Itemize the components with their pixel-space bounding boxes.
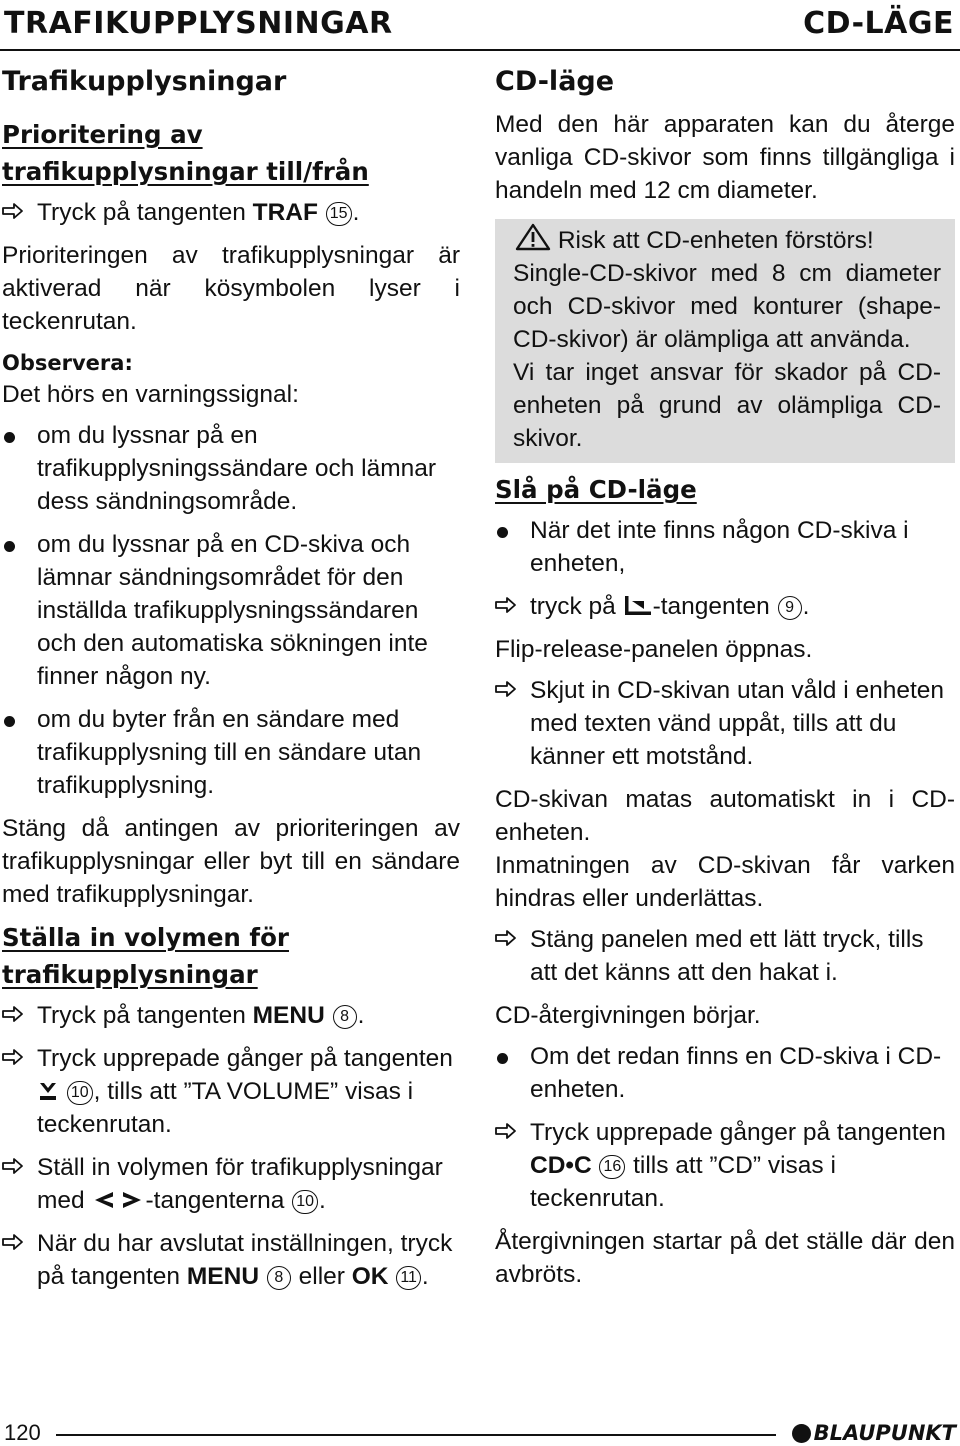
page-number: 120: [4, 1420, 41, 1445]
instruction-insert-cd: Skjut in CD-skivan utan våld i enheten med texten vänd uppåt, tills att du känner ett motstånd.: [495, 674, 955, 773]
key-number-badge: 10: [292, 1190, 318, 1214]
arrow-right-icon: [495, 680, 517, 698]
key-menu: MENU: [252, 1002, 325, 1029]
cd-feed-text: CD-skivan matas automatiskt in i CD-enheten.: [495, 786, 955, 846]
left-heading: Trafikupplysningar: [2, 66, 287, 97]
list-item: Om det redan finns en CD-skiva i CD-enheten.: [495, 1040, 955, 1106]
note-label: Observera:: [2, 351, 133, 375]
key-number-badge: 9: [778, 596, 802, 620]
bullet-icon: [4, 716, 15, 727]
key-traf: TRAF: [252, 199, 318, 226]
key-number-badge: 8: [267, 1266, 291, 1290]
key-number-badge: 10: [67, 1081, 93, 1105]
header-section-title: TRAFIKUPPLYSNINGAR: [4, 6, 393, 41]
key-number-badge: 11: [396, 1266, 421, 1290]
right-heading: CD-läge: [495, 66, 615, 97]
priority-close-paragraph: Stäng då antingen av prioriteringen av trafikupplysningar eller byt till en sändare med trafikupplysningar.: [2, 815, 460, 908]
instruction-open-key: tryck på -tangenten 9 .: [495, 590, 955, 623]
key-menu: MENU: [186, 1263, 260, 1290]
bullet-icon: [4, 541, 15, 552]
instruction-down-key: Tryck upprepade gånger på tangenten 10 , tills att ”TA VOLUME” visas i teckenrutan.: [2, 1042, 460, 1141]
panel-opens-text: Flip-release-panelen öppnas.: [495, 636, 813, 663]
instruction-finish: När du har avslutat inställningen, tryck på tangenten MENU 8 eller OK 11 .: [2, 1227, 460, 1293]
instruction-traf: Tryck på tangenten TRAF 15 .: [2, 196, 460, 229]
arrow-right-icon: [2, 1157, 24, 1175]
volume-section-title: Ställa in volymen för trafikupplysningar: [2, 923, 289, 989]
priority-paragraph: Prioriteringen av trafikupplysningar är aktiverad när kösymbolen lyser i teckenrutan.: [2, 242, 460, 335]
bullet-icon: [4, 432, 15, 443]
key-number-badge: 15: [326, 202, 352, 226]
resume-text: Återgivningen startar på det ställe där den avbröts.: [495, 1228, 955, 1288]
list-item: om du lyssnar på en trafikupplysningssändare och lämnar dess sändningsområde.: [2, 419, 460, 518]
bullet-icon: [497, 1053, 508, 1064]
warning-title: Risk att CD-enheten förstörs!: [557, 227, 874, 254]
list-item: När det inte finns någon CD-skiva i enheten,: [495, 514, 955, 580]
warning-box: [495, 219, 955, 463]
header-chapter-title: CD-LÄGE: [803, 6, 954, 41]
instruction-left-right-keys: Ställ in volymen för trafikupplysningar med -tangenterna 10 .: [2, 1151, 460, 1217]
brand-dot-icon: [792, 1424, 811, 1443]
instruction-close-panel: Stäng panelen med ett lätt tryck, tills att det känns att den hakat i.: [495, 923, 955, 989]
header-rule: [0, 49, 960, 51]
key-cdc: CD•C: [530, 1152, 592, 1179]
arrow-down-key-icon: [37, 1080, 59, 1102]
cd-feed-note: Inmatningen av CD-skivan får varken hindras eller underlättas.: [495, 852, 955, 912]
priority-section-title: Prioritering av trafikupplysningar till/från: [2, 120, 369, 186]
key-ok: OK: [351, 1263, 389, 1290]
arrow-right-icon: [2, 1233, 24, 1251]
brand-logo: BLAUPUNKT: [792, 1420, 956, 1446]
flip-release-key-icon: [623, 593, 653, 617]
warning-text-1: Single-CD-skivor med 8 cm diameter och CD-skivor med konturer (shape-CD-skivor) är olämpliga att använda.: [513, 260, 941, 353]
list-item: om du byter från en sändare med trafikupplysning till en sändare utan trafikupplysning.: [2, 703, 460, 802]
warning-text-2: Vi tar inget ansvar för skador på CD-enheten på grund av olämpliga CD-skivor.: [513, 359, 941, 452]
playback-starts-text: CD-återgivningen börjar.: [495, 1002, 761, 1029]
arrow-right-icon: [2, 1005, 24, 1023]
arrow-right-icon: [495, 929, 517, 947]
note-intro: Det hörs en varningssignal:: [2, 381, 299, 408]
bullet-icon: [497, 527, 508, 538]
footer-rule: [56, 1434, 776, 1436]
arrow-right-icon: [495, 1122, 517, 1140]
instruction-cdc-key: Tryck upprepade gånger på tangenten CD•C 16 tills att ”CD” visas i teckenrutan.: [495, 1116, 955, 1215]
key-number-badge: 8: [333, 1005, 357, 1029]
arrow-right-icon: [2, 1048, 24, 1066]
intro-paragraph: Med den här apparaten kan du återge vanliga CD-skivor som finns tillgängliga i handeln med 12 cm diameter.: [495, 111, 955, 204]
left-column: [2, 60, 460, 1303]
warning-icon: [515, 223, 551, 251]
arrow-left-right-keys-icon: [91, 1189, 145, 1211]
instruction-menu: Tryck på tangenten MENU 8 .: [2, 999, 460, 1032]
cd-mode-section-title: Slå på CD-läge: [495, 475, 697, 504]
key-number-badge: 16: [599, 1155, 625, 1179]
list-item: om du lyssnar på en CD-skiva och lämnar sändningsområdet för den inställda trafikupplysningssändaren och den automatiska sökningen inte finner någon ny.: [2, 528, 460, 693]
arrow-right-icon: [2, 202, 24, 220]
arrow-right-icon: [495, 596, 517, 614]
right-column: [495, 60, 955, 1299]
